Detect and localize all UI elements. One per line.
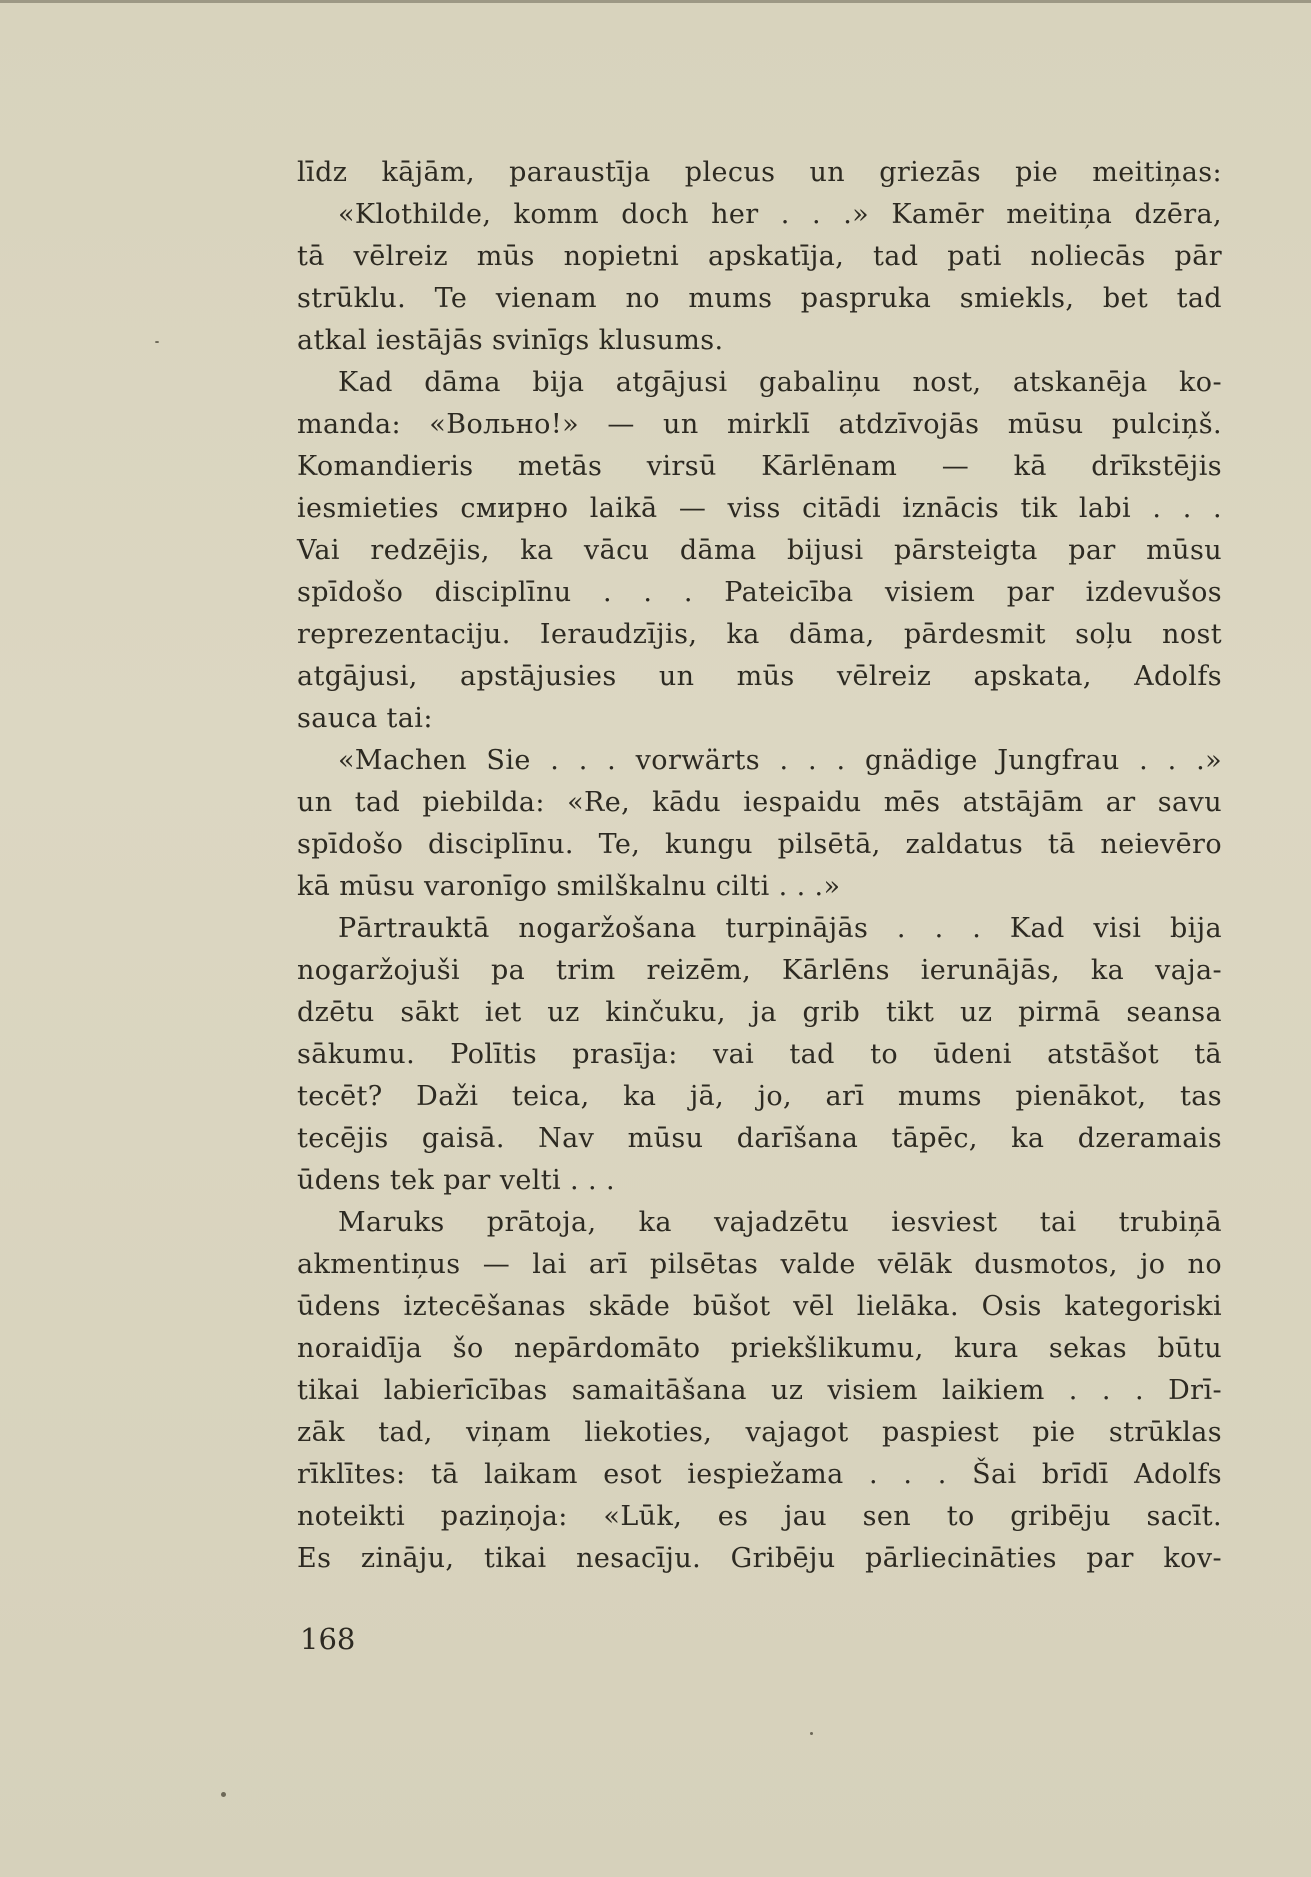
print-speck bbox=[155, 341, 159, 343]
text-line: Komandieris metās virsū Kārlēnam — kā drīkstējis bbox=[297, 451, 1222, 482]
text-line: strūklu. Te vienam no mums paspruka smiekls, bet tad bbox=[297, 283, 1222, 314]
print-speck bbox=[810, 1732, 813, 1735]
text-line: manda: «Вольно!» — un mirklī atdzīvojās mūsu pulciņš. bbox=[297, 409, 1222, 440]
text-line: reprezentaciju. Ieraudzījis, ka dāma, pārdesmit soļu nost bbox=[297, 619, 1222, 650]
text-line: zāk tad, viņam liekoties, vajagot paspiest pie strūklas bbox=[297, 1417, 1222, 1448]
text-line: Kad dāma bija atgājusi gabaliņu nost, atskanēja ko- bbox=[338, 367, 1222, 398]
body-text bbox=[297, 152, 1222, 1580]
page-top-edge bbox=[0, 0, 1311, 3]
text-line: «Klothilde, komm doch her . . .» Kamēr meitiņa dzēra, bbox=[338, 199, 1222, 230]
text-line: «Machen Sie . . . vorwärts . . . gnädige Jungfrau . . .» bbox=[338, 745, 1222, 776]
text-line: sauca tai: bbox=[297, 703, 433, 734]
text-line: dzētu sākt iet uz kinčuku, ja grib tikt uz pirmā seansa bbox=[297, 997, 1222, 1028]
text-line: tecēt? Daži teica, ka jā, jo, arī mums pienākot, tas bbox=[297, 1081, 1222, 1112]
text-line: tikai labierīcības samaitāšana uz visiem laikiem . . . Drī- bbox=[297, 1375, 1222, 1406]
text-line: spīdošo disciplīnu. Te, kungu pilsētā, zaldatus tā neievēro bbox=[297, 829, 1222, 860]
text-line: sākumu. Polītis prasīja: vai tad to ūdeni atstāšot tā bbox=[297, 1039, 1222, 1070]
print-speck bbox=[221, 1792, 226, 1797]
text-line: atkal iestājās svinīgs klusums. bbox=[297, 325, 724, 356]
text-line: tā vēlreiz mūs nopietni apskatīja, tad pati noliecās pār bbox=[297, 241, 1222, 272]
text-line: Pārtrauktā nogaržošana turpinājās . . . Kad visi bija bbox=[338, 913, 1222, 944]
text-line: spīdošo disciplīnu . . . Pateicība visiem par izdevušos bbox=[297, 577, 1222, 608]
text-line: noteikti paziņoja: «Lūk, es jau sen to gribēju sacīt. bbox=[297, 1501, 1222, 1532]
text-line: akmentiņus — lai arī pilsētas valde vēlāk dusmotos, jo no bbox=[297, 1249, 1222, 1280]
text-line: Maruks prātoja, ka vajadzētu iesviest tai trubiņā bbox=[338, 1207, 1222, 1238]
text-line: ūdens tek par velti . . . bbox=[297, 1165, 615, 1196]
text-line: noraidīja šo nepārdomāto priekšlikumu, kura sekas būtu bbox=[297, 1333, 1222, 1364]
text-line: tecējis gaisā. Nav mūsu darīšana tāpēc, ka dzeramais bbox=[297, 1123, 1222, 1154]
page-number: 168 bbox=[300, 1622, 356, 1656]
text-line: Vai redzējis, ka vācu dāma bijusi pārsteigta par mūsu bbox=[297, 535, 1222, 566]
text-line: līdz kājām, paraustīja plecus un griezās pie meitiņas: bbox=[297, 157, 1222, 188]
text-line: nogaržojuši pa trim reizēm, Kārlēns ierunājās, ka vaja- bbox=[297, 955, 1222, 986]
text-line: iesmieties смирно laikā — viss citādi iznācis tik labi . . . bbox=[297, 493, 1222, 524]
text-line: Es zināju, tikai nesacīju. Gribēju pārliecināties par kov- bbox=[297, 1543, 1222, 1574]
text-line: atgājusi, apstājusies un mūs vēlreiz apskata, Adolfs bbox=[297, 661, 1222, 692]
text-line: kā mūsu varonīgo smilškalnu cilti . . .» bbox=[297, 871, 841, 902]
text-line: rīklītes: tā laikam esot iespiežama . . . Šai brīdī Adolfs bbox=[297, 1459, 1222, 1490]
text-line: ūdens iztecēšanas skāde būšot vēl lielāka. Osis kategoriski bbox=[297, 1291, 1222, 1322]
text-line: un tad piebilda: «Re, kādu iespaidu mēs atstājām ar savu bbox=[297, 787, 1222, 818]
